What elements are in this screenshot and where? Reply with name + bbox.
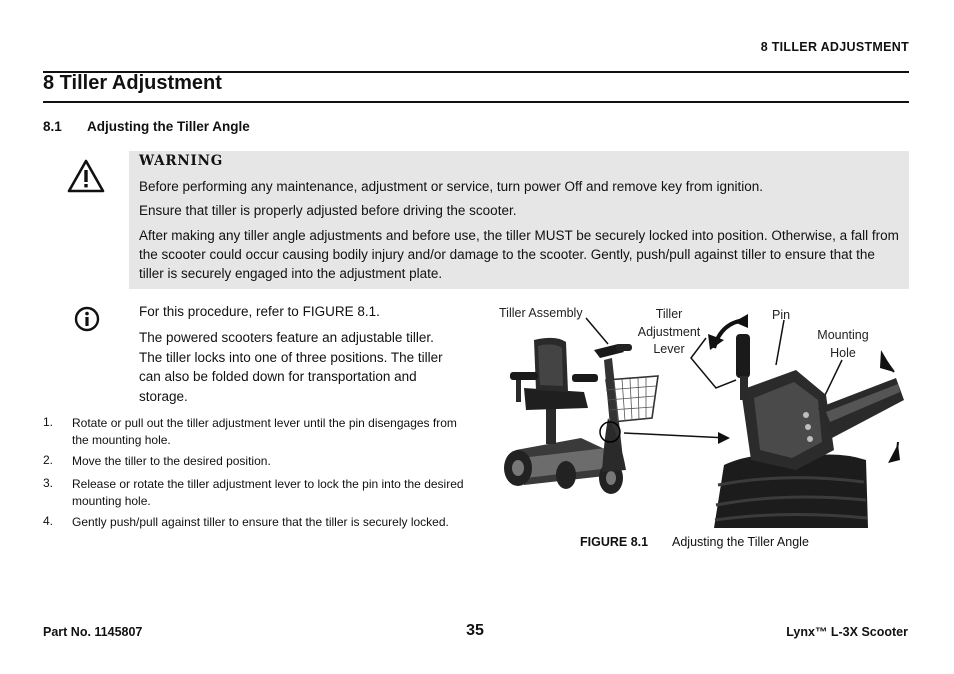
warning-icon xyxy=(67,159,105,193)
section-title: Adjusting the Tiller Angle xyxy=(87,119,250,134)
label-mounting-hole: Mounting Hole xyxy=(817,328,869,360)
section-number: 8.1 xyxy=(43,119,62,134)
part-number: Part No. 1145807 xyxy=(43,625,143,639)
title-underline xyxy=(43,101,909,103)
warning-text: Before performing any maintenance, adjustment or service, turn power Off and remove key from ignition. xyxy=(139,179,764,194)
step-text: Move the tiller to the desired position. xyxy=(72,454,271,468)
warning-text: Ensure that tiller is properly adjusted before driving the scooter. xyxy=(139,203,517,218)
step-number: 2. xyxy=(43,453,54,467)
figure-caption-text: Adjusting the Tiller Angle xyxy=(672,535,809,549)
note-reference: For this procedure, refer to FIGURE 8.1. xyxy=(139,304,380,319)
step-number: 3. xyxy=(43,476,54,490)
page-number: 35 xyxy=(466,622,484,639)
label-tiller-assembly: Tiller Assembly xyxy=(499,306,583,320)
warning-text: After making any tiller angle adjustments and before use, the tiller MUST be securely locked into position. Otherwise, a fall from the scooter could occur causing bodily injury and/or damage to the scooter. Gently, push/pull against tiller to ensure that the tiller is securely engaged into the adjustment plate. xyxy=(139,228,899,281)
step-text: Gently push/pull against tiller to ensure that the tiller is securely locked. xyxy=(72,515,449,529)
warning-title: WARNING xyxy=(139,153,224,169)
scooter-illustration xyxy=(504,338,658,494)
chapter-title: 8 Tiller Adjustment xyxy=(43,72,222,94)
tiller-closeup xyxy=(714,334,904,528)
product-name: Lynx™ L-3X Scooter xyxy=(786,625,908,639)
note-body: The powered scooters feature an adjustable tiller. The tiller locks into one of three positions. The tiller can also be folded down for transportation and storage. xyxy=(139,330,443,404)
running-header: 8 TILLER ADJUSTMENT xyxy=(760,40,909,54)
step-number: 4. xyxy=(43,514,54,528)
figure-caption-number: FIGURE 8.1 xyxy=(580,535,649,549)
step-text: Rotate or pull out the tiller adjustment lever until the pin disengages from the mounting hole. xyxy=(72,416,457,447)
step-text: Release or rotate the tiller adjustment lever to lock the pin into the desired mounting hole. xyxy=(72,477,464,508)
step-number: 1. xyxy=(43,415,54,429)
label-pin: Pin xyxy=(772,308,791,322)
label-adjustment-lever: Tiller Adjustment Lever xyxy=(637,307,701,356)
info-icon xyxy=(74,306,100,332)
